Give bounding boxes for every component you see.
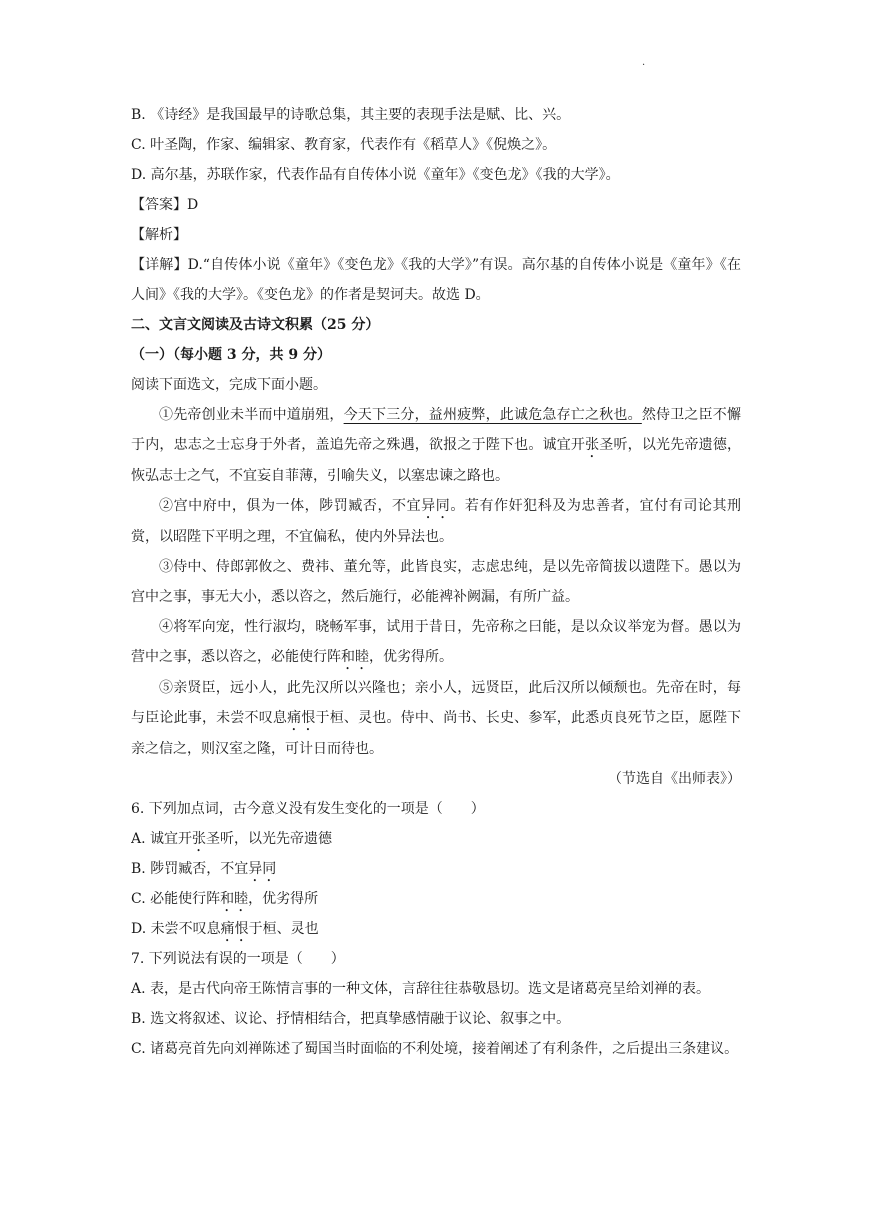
dotted-char: 同 <box>435 498 451 514</box>
dotted-char: 异 <box>421 498 436 514</box>
dotted-char: 和 <box>220 891 235 907</box>
dotted-char: 睦 <box>234 891 249 907</box>
dotted-char: 恨 <box>301 710 316 726</box>
underlined-sentence: 今天下三分，益州疲弊，此诚危急存亡之秋也。 <box>343 407 642 423</box>
dotted-char: 和 <box>341 649 355 665</box>
passage-paragraph-5: ⑤亲贤臣，远小人，此先汉所以兴隆也；亲小人，远贤臣，此后汉所以倾颓也。先帝在时，每与臣论此事，未尝不叹息痛恨于桓、灵也。侍中、尚书、长史、参军，此悉贞良死节之臣，愿陛下亲之信之，则汉室之隆，可计日而待也。 <box>131 680 742 757</box>
reading-instruction: 阅读下面选文，完成下面小题。 <box>131 377 327 393</box>
dotted-char: 恨 <box>234 921 249 937</box>
q6-stem: 6. 下列加点词，古今意义没有发生变化的一项是（ ） <box>131 801 485 817</box>
q6-option-c: C. 必能使行阵和睦，优劣得所 <box>131 891 319 907</box>
section-title: 二、文言文阅读及古诗文积累（25 分） <box>131 317 380 333</box>
dotted-char: 同 <box>262 861 277 877</box>
q6-option-a: A. 诚宜开张圣听，以光先帝遗德 <box>131 831 333 847</box>
header-mark: . <box>642 57 646 68</box>
dotted-char: 睦 <box>355 649 369 665</box>
dotted-char: 张 <box>585 437 600 453</box>
q7-option-c: C. 诸葛亮首先向刘禅陈述了蜀国当时面临的不利处境，接着阐述了有利条件，之后提出三条建议。 <box>131 1041 739 1057</box>
passage-paragraph-2: ②宫中府中，俱为一体，陟罚臧否，不宜异同。若有作奸犯科及为忠善者，宜付有司论其刑赏，以昭陛下平明之理，不宜偏私，使内外异法也。 <box>131 498 742 545</box>
passage-paragraph-1: ①先帝创业未半而中道崩殂，今天下三分，益州疲弊，此诚危急存亡之秋也。然侍卫之臣不懈于内，忠志之士忘身于外者，盖追先帝之殊遇，欲报之于陛下也。诚宜开张圣听，以光先帝遗德，恢弘志士之气，不宜妄自菲薄，引喻失义，以塞忠谏之路也。 <box>131 407 742 484</box>
document-page <box>131 100 741 1064</box>
answer-line: 【答案】D <box>131 197 199 213</box>
subsection-title: （一）（每小题 3 分，共 9 分） <box>131 347 331 363</box>
passage-paragraph-4: ④将军向宠，性行淑均，晓畅军事，试用于昔日，先帝称之曰能，是以众议举宠为督。愚以为营中之事，悉以咨之，必能使行阵和睦，优劣得所。 <box>131 619 741 665</box>
passage-source: （节选自《出师表》） <box>608 771 741 787</box>
q6-option-b: B. 陟罚臧否，不宜异同 <box>131 861 277 877</box>
dotted-char: 张 <box>192 831 207 847</box>
q7-stem: 7. 下列说法有误的一项是（ ） <box>131 951 345 967</box>
q6-option-d: D. 未尝不叹息痛恨于桓、灵也 <box>131 921 319 937</box>
detail-explanation: 【详解】D.“自传体小说《童年》《变色龙》《我的大学》”有误。高尔基的自传体小说是《童年》《在人间》《我的大学》。《变色龙》的作者是契诃夫。故选 D。 <box>131 257 741 303</box>
dotted-char: 异 <box>248 861 263 877</box>
passage-paragraph-3: ③侍中、侍郎郭攸之、费祎、董允等，此皆良实，志虑忠纯，是以先帝简拔以遗陛下。愚以为宫中之事，事无大小，悉以咨之，然后施行，必能裨补阙漏，有所广益。 <box>131 559 741 605</box>
q5-option-d: D. 高尔基，苏联作家，代表作品有自传体小说《童年》《变色龙》《我的大学》。 <box>131 167 620 183</box>
analysis-label: 【解析】 <box>131 227 187 243</box>
q5-option-c: C. 叶圣陶，作家、编辑家、教育家，代表作有《稻草人》《倪焕之》。 <box>131 137 557 153</box>
q5-option-b: B. 《诗经》是我国最早的诗歌总集，其主要的表现手法是赋、比、兴。 <box>131 107 571 123</box>
dotted-char: 痛 <box>220 921 235 937</box>
dotted-char: 痛 <box>287 710 302 726</box>
q7-option-a: A. 表，是古代向帝王陈情言事的一种文体，言辞往往恭敬恳切。选文是诸葛亮呈给刘禅的表。 <box>131 981 711 997</box>
q7-option-b: B. 选文将叙述、议论、抒情相结合，把真挚感情融于议论、叙事之中。 <box>131 1011 571 1027</box>
